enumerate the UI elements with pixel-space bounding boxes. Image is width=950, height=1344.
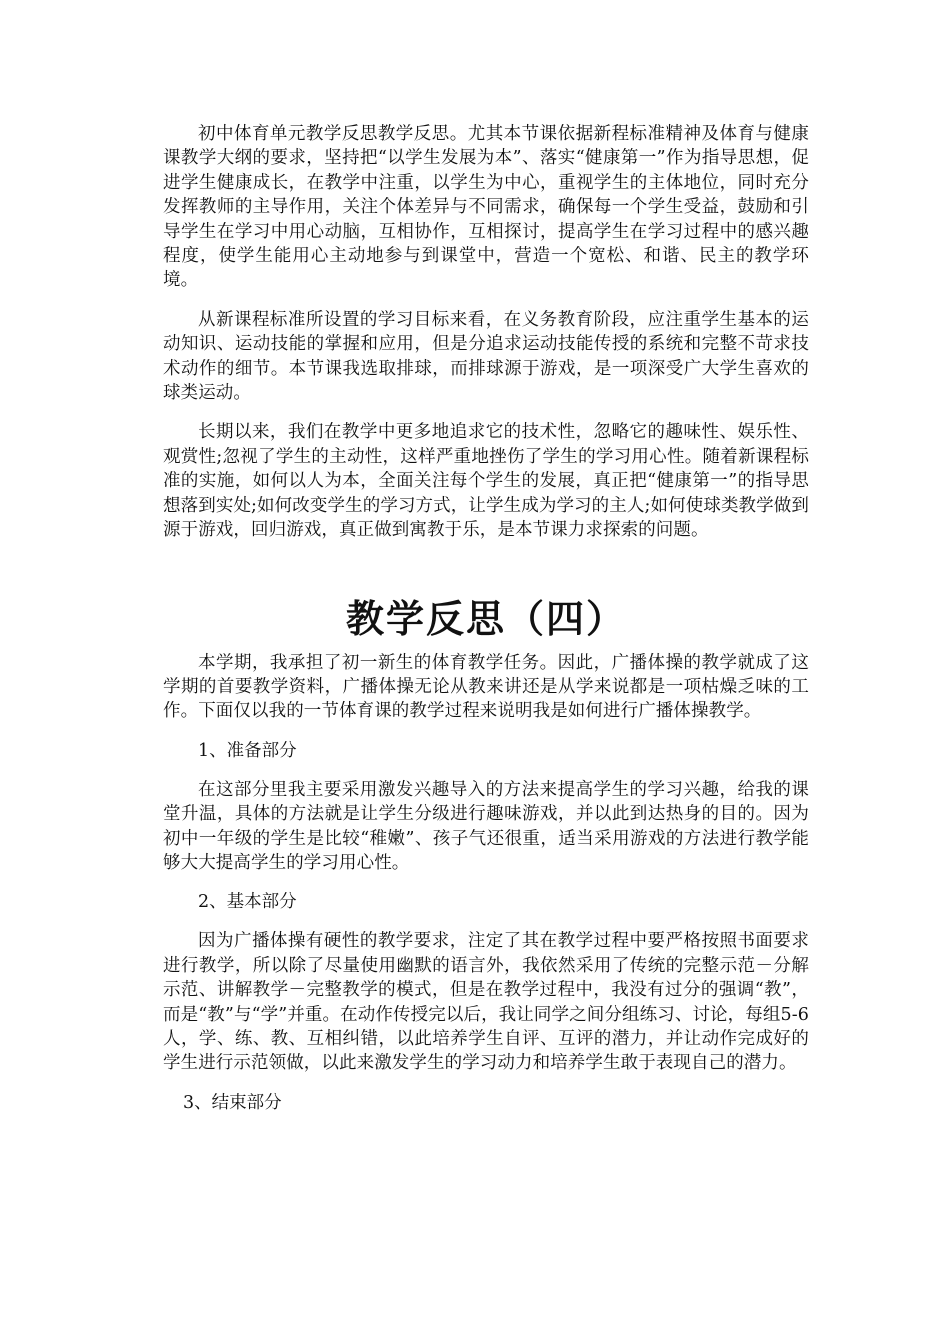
subheading-basic: 2、基本部分 [198,892,297,913]
section-heading: 教学反思（四） [345,595,626,641]
document-page [163,122,809,1130]
subheading-preparation: 1、准备部分 [198,740,297,761]
subheading-ending: 3、结束部分 [183,1092,282,1113]
paragraph-semester-intro: 本学期，我承担了初一新生的体育教学任务。因此，广播体操的教学就成了这学期的首要教学资料，广播体操无论从教来讲还是从学来说都是一项枯燥乏味的工作。下面仅以我的一节体育课的教学过程来说明我是如何进行广播体操教学。 [163,652,809,722]
paragraph-long-term-issues: 长期以来，我们在教学中更多地追求它的技术性，忽略它的趣味性、娱乐性、观赏性;忽视了学生的主动性，这样严重地挫伤了学生的学习用心性。随着新课程标准的实施，如何以人为本，全面关注每个学生的发展，真正把“健康第一”的指导思想落到实处;如何改变学生的学习方式，让学生成为学习的主人;如何使球类教学做到源于游戏，回归游戏，真正做到寓教于乐，是本节课力求探索的问题。 [163,422,809,541]
paragraph-preparation: 在这部分里我主要采用激发兴趣导入的方法来提高学生的学习兴趣，给我的课堂升温，具体的方法就是让学生分级进行趣味游戏，并以此到达热身的目的。因为初中一年级的学生是比较“稚嫩”、孩子气还很重，适当采用游戏的方法进行教学能够大大提高学生的学习用心性。 [163,779,809,873]
paragraph-basic: 因为广播体操有硬性的教学要求，注定了其在教学过程中要严格按照书面要求进行教学，所以除了尽量使用幽默的语言外，我依然采用了传统的完整示范－分解示范、讲解教学－完整教学的模式，但是在教学过程中，我没有过分的强调“教”，而是“教”与“学”并重。在动作传授完以后，我让同学之间分组练习、讨论，每组5-6人，学、练、教、互相纠错，以此培养学生自评、互评的潜力，并让动作完成好的学生进行示范领做，以此来激发学生的学习动力和培养学生敢于表现自己的潜力。 [163,931,809,1074]
paragraph-curriculum-goals: 从新课程标准所设置的学习目标来看，在义务教育阶段，应注重学生基本的运动知识、运动技能的掌握和应用，但是分追求运动技能传授的系统和完整不苛求技术动作的细节。本节课我选取排球，而排球源于游戏，是一项深受广大学生喜欢的球类运动。 [163,309,809,404]
paragraph-reflection-intro: 初中体育单元教学反思教学反思。尤其本节课依据新程标准精神及体育与健康课教学大纲的要求，坚持把“以学生发展为本”、落实“健康第一”作为指导思想，促进学生健康成长，在教学中注重，以学生为中心，重视学生的主体地位，同时充分发挥教师的主导作用，关注个体差异与不同需求，确保每一个学生受益，鼓励和引导学生在学习中用心动脑，互相协作，互相探讨，提高学生在学习过程中的感兴趣程度，使学生能用心主动地参与到课堂中，营造一个宽松、和谐、民主的教学环境。 [163,124,809,291]
